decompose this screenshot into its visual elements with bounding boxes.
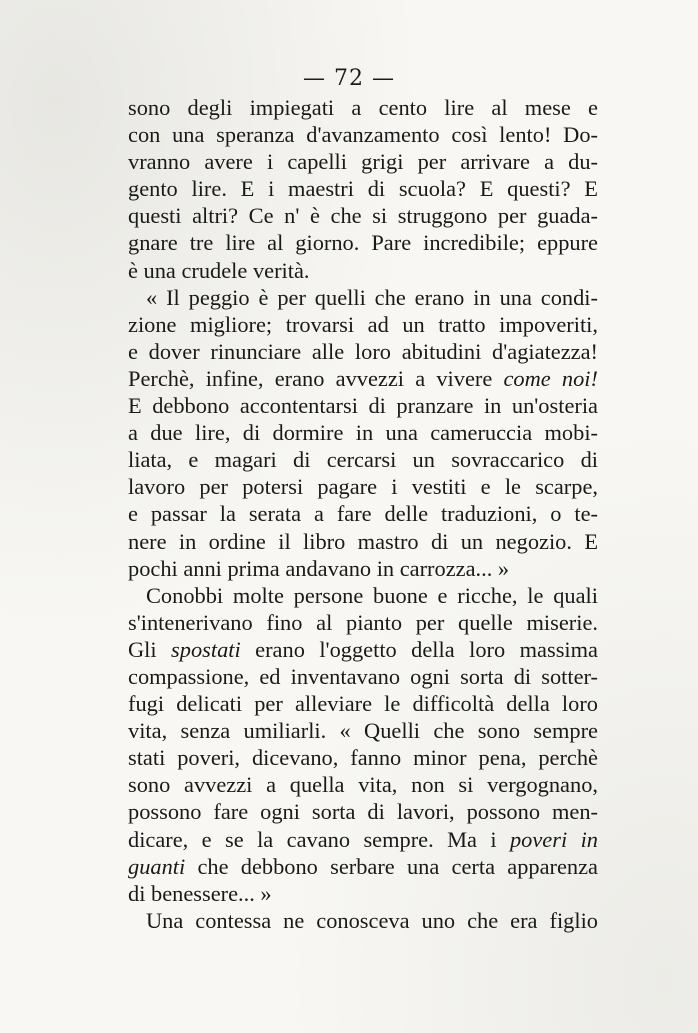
body-text [128, 94, 598, 934]
text-line: pochi anni prima andavano in carrozza... » [128, 555, 510, 581]
text-line: nere in ordine il libro mastro di un negozio. E [128, 528, 598, 554]
text-line: possono fare ogni sorta di lavori, possono men- [128, 799, 598, 825]
text-line [128, 853, 598, 880]
text-line: fugi delicati per alleviare le difficoltà della loro [128, 691, 598, 717]
text-line: e passar la serata a fare delle traduzioni, o te- [128, 501, 598, 527]
text-line: E debbono accontentarsi di pranzare in un'osteria [128, 393, 598, 419]
text-line: è una crudele verità. [128, 257, 310, 283]
text-line: sono degli impiegati a cento lire al mese e [128, 95, 598, 120]
text-line: liata, e magari di cercarsi un sovraccarico di [128, 447, 598, 473]
text-line: e dover rinunciare alle loro abitudini d'agiatezza! [128, 338, 598, 364]
italic-text: spostati [171, 636, 241, 662]
text-line: lavoro per potersi pagare i vestiti e le scarpe, [128, 474, 598, 500]
text-line: s'intenerivano fino al pianto per quelle miserie. [128, 609, 598, 635]
text-segment: Gli [128, 636, 172, 662]
text-line: vita, senza umiliarli. « Quelli che sono sempre [128, 718, 598, 744]
text-segment: dicare, e se la cavano sempre. Ma i [128, 826, 510, 852]
italic-text: come noi! [503, 365, 598, 391]
italic-text: poveri in [509, 826, 598, 852]
text-segment: Perchè, infine, erano avvezzi a vivere [128, 365, 504, 391]
text-line [128, 826, 598, 853]
text-line: stati poveri, dicevano, fanno minor pena, perchè [128, 745, 598, 771]
page-number: — 72 — [303, 66, 395, 91]
italic-text: guanti [128, 853, 186, 879]
text-line: Conobbi molte persone buone e ricche, le quali [146, 582, 598, 608]
text-line: sono avvezzi a quella vita, non si vergognano, [128, 772, 598, 798]
text-line: Una contessa ne conosceva uno che era figlio [146, 907, 598, 933]
text-line: vranno avere i capelli grigi per arrivare a du- [128, 149, 598, 175]
text-line: di benessere... » [128, 880, 272, 906]
text-line: compassione, ed inventavano ogni sorta di sotter- [128, 663, 598, 689]
text-line [128, 636, 598, 663]
text-segment: che debbono serbare una certa apparenza [185, 853, 598, 879]
text-segment: erano l'oggetto della loro massima [240, 636, 598, 662]
text-line: zione migliore; trovarsi ad un tratto impoveriti, [128, 311, 598, 337]
text-line [128, 365, 598, 392]
text-line: gento lire. E i maestri di scuola? E questi? E [128, 176, 598, 202]
text-line: questi altri? Ce n' è che si struggono per guada- [128, 203, 598, 229]
text-line: gnare tre lire al giorno. Pare incredibile; eppure [128, 230, 598, 256]
text-line: « Il peggio è per quelli che erano in una condi- [146, 284, 598, 310]
text-line: a due lire, di dormire in una cameruccia mobi- [128, 420, 598, 446]
text-line: con una speranza d'avanzamento così lento! Do- [128, 122, 598, 148]
